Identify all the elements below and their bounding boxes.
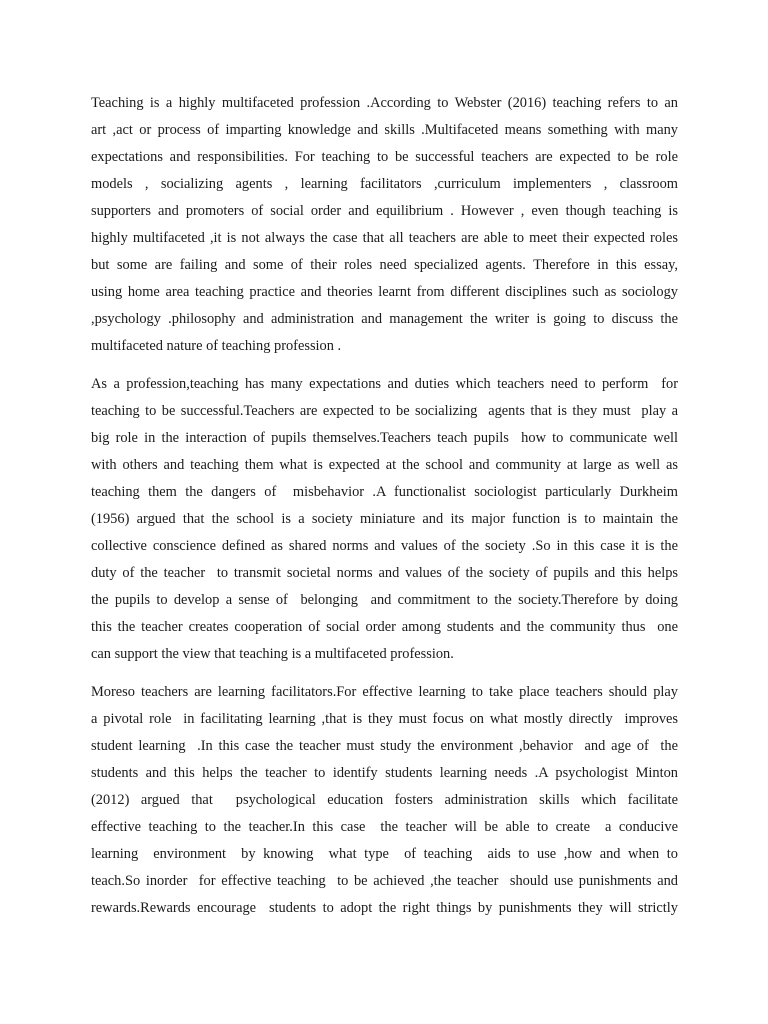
text-line: the pupils to develop a sense of belonging and commitment to the society.Therefore by doing — [91, 592, 678, 608]
text-line: supporters and promoters of social order and equilibrium . However , even though teaching is — [91, 203, 678, 219]
text-line: teaching to be successful.Teachers are expected to be socializing agents that is they must play a — [91, 403, 678, 419]
text-line: can support the view that teaching is a multifaceted profession. — [91, 646, 454, 662]
text-line: teach.So inorder for effective teaching to be achieved ,the teacher should use punishments and — [91, 873, 678, 889]
text-line: effective teaching to the teacher.In this case the teacher will be able to create a conducive — [91, 819, 678, 835]
paragraph-introduction — [91, 90, 678, 360]
text-line: art ,act or process of imparting knowledge and skills .Multifaceted means something with many — [91, 122, 678, 138]
text-line: with others and teaching them what is expected at the school and community at large as well as — [91, 457, 678, 473]
text-line: ,psychology .philosophy and administration and management the writer is going to discuss the — [91, 311, 678, 327]
text-line: students and this helps the teacher to identify students learning needs .A psychologist Minton — [91, 765, 678, 781]
text-line: big role in the interaction of pupils themselves.Teachers teach pupils how to communicate well — [91, 430, 678, 446]
text-line: rewards.Rewards encourage students to adopt the right things by punishments they will strictly — [91, 900, 678, 916]
text-line: (2012) argued that psychological education fosters administration skills which facilitate — [91, 792, 678, 808]
text-line: As a profession,teaching has many expectations and duties which teachers need to perform for — [91, 376, 678, 392]
text-line: a pivotal role in facilitating learning ,that is they must focus on what mostly directly improves — [91, 711, 678, 727]
paragraph-socializing-agents — [91, 371, 678, 668]
paragraph-learning-facilitators — [91, 679, 678, 922]
text-line: Moreso teachers are learning facilitators.For effective learning to take place teachers should play — [91, 684, 678, 700]
text-line: multifaceted nature of teaching profession . — [91, 338, 342, 354]
text-line: teaching them the dangers of misbehavior .A functionalist sociologist particularly Durkheim — [91, 484, 678, 500]
text-line: highly multifaceted ,it is not always the case that all teachers are able to meet their expected roles — [91, 230, 678, 246]
text-line: (1956) argued that the school is a society miniature and its major function is to maintain the — [91, 511, 678, 527]
text-line: student learning .In this case the teacher must study the environment ,behavior and age of the — [91, 738, 678, 754]
text-line: but some are failing and some of their roles need specialized agents. Therefore in this essay, — [91, 257, 678, 273]
text-line: expectations and responsibilities. For teaching to be successful teachers are expected to be role — [91, 149, 678, 165]
text-line: this the teacher creates cooperation of social order among students and the community thus one — [91, 619, 678, 635]
text-line: duty of the teacher to transmit societal norms and values of the society of pupils and this helps — [91, 565, 678, 581]
text-line: collective conscience defined as shared norms and values of the society .So in this case it is the — [91, 538, 678, 554]
text-line: using home area teaching practice and theories learnt from different disciplines such as sociology — [91, 284, 678, 300]
text-line: Teaching is a highly multifaceted profession .According to Webster (2016) teaching refers to an — [91, 95, 678, 111]
text-line: models , socializing agents , learning facilitators ,curriculum implementers , classroom — [91, 176, 678, 192]
text-line: learning environment by knowing what type of teaching aids to use ,how and when to — [91, 846, 678, 862]
